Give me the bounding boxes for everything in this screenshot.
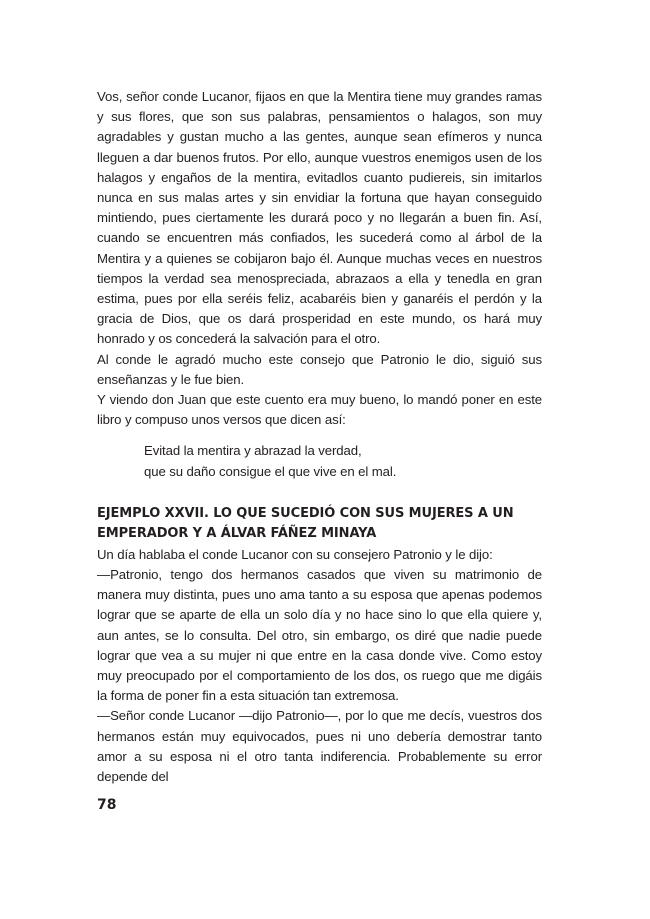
paragraph: Al conde le agradó mucho este consejo que Patronio le dio, siguió sus enseñanzas y le fue bien.	[97, 351, 542, 387]
page-body	[97, 87, 542, 787]
verse-line: que su daño consigue el que vive en el mal.	[144, 463, 397, 479]
verse	[144, 441, 542, 481]
paragraph: —Patronio, tengo dos hermanos casados que viven su matrimonio de manera muy distinta, pues uno ama tanto a su esposa que apenas podemos lograr que se aparte de ella un solo día y no hace sino lo que ella quiere y, aun antes, se lo consulta. Del otro, sin embargo, os diré que nadie puede lograr que vea a su mujer ni que entre en la casa donde vive. Como estoy muy preocupado por el comportamiento de los dos, os ruego que me digáis la forma de poner fin a esta situación tan extremosa.	[97, 567, 542, 704]
paragraph: —Señor conde Lucanor —dijo Patronio—, por lo que me decís, vuestros dos hermanos están muy equivocados, pues ni uno debería demostrar tanto amor a su esposa ni el otro tanta indiferencia. Probablemente su error depende del	[97, 708, 542, 785]
paragraph: Vos, señor conde Lucanor, fijaos en que la Mentira tiene muy grandes ramas y sus flores, que son sus palabras, pensamientos o halagos, son muy agradables y gustan mucho a las gentes, aunque sean efímeros y nunca lleguen a dar buenos frutos. Por ello, aunque vuestros enemigos usen de los halagos y engaños de la mentira, evitadlos cuanto pudiereis, sin imitarlos nunca en sus malas artes y sin envidiar la fortuna que hayan conseguido mintiendo, pues ciertamente les durará poco y no llegarán a buen fin. Así, cuando se encuentren más confiados, les sucederá como al árbol de la Mentira y a quienes se cobijaron bajo él. Aunque muchas veces en nuestros tiempos la verdad sea menospreciada, abrazaos a ella y tenedla en gran estima, pues por ella seréis feliz, acabaréis bien y ganaréis el perdón y la gracia de Dios, que os dará prosperidad en este mundo, os hará muy honrado y os concederá la salvación para el otro.	[97, 89, 542, 347]
paragraph: Un día hablaba el conde Lucanor con su consejero Patronio y le dijo:	[97, 546, 493, 562]
chapter-heading: EJEMPLO XXVII. LO QUE SUCEDIÓ CON SUS MUJERES A UN EMPERADOR Y A ÁLVAR FÁÑEZ MINAYA	[97, 505, 514, 542]
page-number: 78	[97, 797, 117, 813]
verse-line: Evitad la mentira y abrazad la verdad,	[144, 443, 362, 459]
paragraph: Y viendo don Juan que este cuento era muy bueno, lo mandó poner en este libro y compuso unos versos que dicen así:	[97, 392, 542, 428]
